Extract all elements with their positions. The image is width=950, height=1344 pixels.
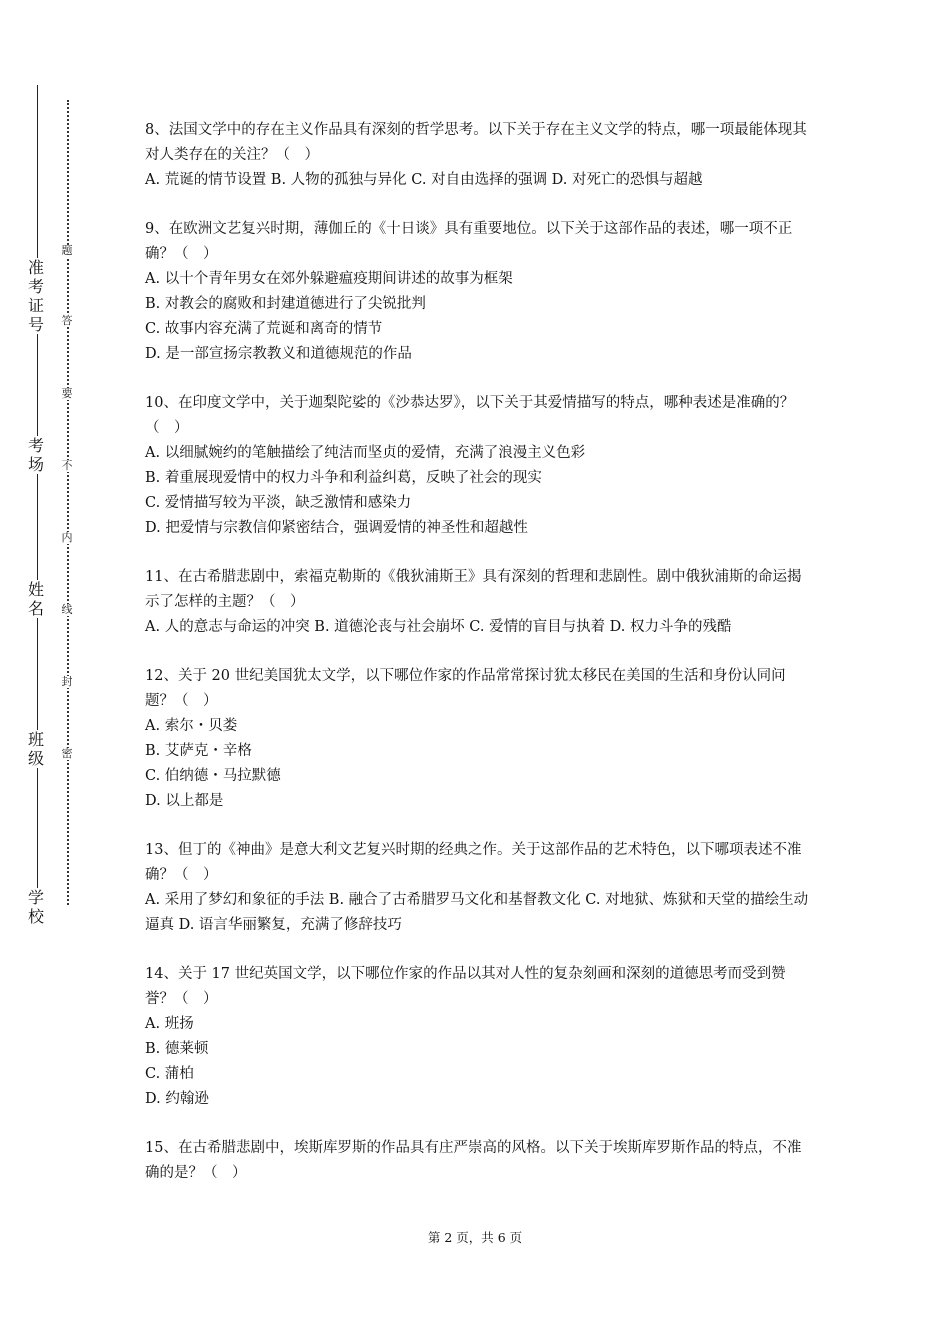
field-label-school-text: 学校: [27, 888, 44, 926]
field-label-class-text: 班级: [27, 730, 44, 768]
field-label-name: [22, 580, 50, 618]
question-options: A. 人的意志与命运的冲突 B. 道德沦丧与社会崩坏 C. 爱情的盲目与执着 D. 权力斗争的残酷: [145, 619, 732, 635]
option-c: C. 故事内容充满了荒诞和离奇的情节: [145, 321, 383, 337]
field-label-ticket-text: 准考证号: [27, 258, 44, 334]
field-label-class: [22, 730, 50, 768]
option-d: D. 约翰逊: [145, 1091, 209, 1107]
field-label-ticket: [22, 258, 50, 334]
question-11: [145, 565, 810, 640]
option-a: A. 以细腻婉约的笔触描绘了纯洁而坚贞的爱情，充满了浪漫主义色彩: [145, 445, 586, 461]
option-b: B. 着重展现爱情中的权力斗争和利益纠葛，反映了社会的现实: [145, 470, 542, 486]
option-a: A. 索尔・贝娄: [145, 718, 238, 734]
seal-char-nei: 内: [59, 532, 75, 544]
option-b: B. 德莱顿: [145, 1041, 209, 1057]
seal-char-xian: 线: [59, 604, 75, 616]
option-a: A. 班扬: [145, 1016, 194, 1032]
option-c: C. 伯纳德・马拉默德: [145, 768, 281, 784]
page-footer: [0, 1228, 950, 1248]
question-options: A. 采用了梦幻和象征的手法 B. 融合了古希腊罗马文化和基督教文化 C. 对地狱、炼狱和天堂的描绘生动逼真 D. 语言华丽繁复，充满了修辞技巧: [145, 892, 809, 933]
seal-dotted-line: [67, 100, 69, 905]
option-a: A. 以十个青年男女在郊外躲避瘟疫期间讲述的故事为框架: [145, 271, 513, 287]
binding-solid-line: [37, 85, 38, 920]
option-b: B. 对教会的腐败和封建道德进行了尖锐批判: [145, 296, 426, 312]
question-stem: 10、在印度文学中，关于迦梨陀娑的《沙恭达罗》，以下关于其爱情描写的特点，哪种表述是准确的？（ ）: [145, 395, 795, 436]
question-14: [145, 962, 810, 1112]
question-8: [145, 118, 810, 193]
seal-char-feng: 封: [59, 676, 75, 688]
question-12: [145, 664, 810, 814]
question-stem: 13、但丁的《神曲》是意大利文艺复兴时期的经典之作。关于这部作品的艺术特色，以下哪项表述不准确？（ ）: [145, 842, 802, 883]
field-label-exam-room: [22, 436, 50, 474]
seal-char-ti: 题: [59, 245, 75, 257]
field-label-name-text: 姓名: [27, 580, 44, 618]
page-number: 第 2 页，共 6 页: [427, 1230, 523, 1245]
question-9: [145, 217, 810, 367]
question-stem: 9、在欧洲文艺复兴时期，薄伽丘的《十日谈》具有重要地位。以下关于这部作品的表述，哪一项不正确？（ ）: [145, 221, 793, 262]
field-label-school: [22, 888, 50, 926]
option-d: D. 以上都是: [145, 793, 224, 809]
question-list: [145, 118, 810, 1210]
option-c: C. 蒲柏: [145, 1066, 194, 1082]
question-stem: 15、在古希腊悲剧中，埃斯库罗斯的作品具有庄严崇高的风格。以下关于埃斯库罗斯作品的特点，不准确的是？（ ）: [145, 1140, 802, 1181]
field-label-exam-room-text: 考场: [27, 436, 44, 474]
option-c: C. 爱情描写较为平淡，缺乏激情和感染力: [145, 495, 412, 511]
question-13: [145, 838, 810, 938]
question-stem: 12、关于 20 世纪美国犹太文学，以下哪位作家的作品常常探讨犹太移民在美国的生活和身份认同问题？（ ）: [145, 668, 786, 709]
question-stem: 14、关于 17 世纪英国文学，以下哪位作家的作品以其对人性的复杂刻画和深刻的道德思考而受到赞誉？（ ）: [145, 966, 786, 1007]
option-d: D. 把爱情与宗教信仰紧密结合，强调爱情的神圣性和超越性: [145, 520, 528, 536]
seal-char-mi: 密: [59, 748, 75, 760]
question-options: A. 荒诞的情节设置 B. 人物的孤独与异化 C. 对自由选择的强调 D. 对死亡的恐惧与超越: [145, 172, 703, 188]
seal-char-bu: 不: [59, 460, 75, 472]
question-stem: 8、法国文学中的存在主义作品具有深刻的哲学思考。以下关于存在主义文学的特点，哪一项最能体现其对人类存在的关注？（ ）: [145, 122, 807, 163]
option-b: B. 艾萨克・辛格: [145, 743, 252, 759]
option-d: D. 是一部宣扬宗教教义和道德规范的作品: [145, 346, 412, 362]
question-10: [145, 391, 810, 541]
seal-char-yao: 要: [59, 388, 75, 400]
question-15: [145, 1136, 810, 1186]
seal-char-da: 答: [59, 315, 75, 327]
question-stem: 11、在古希腊悲剧中，索福克勒斯的《俄狄浦斯王》具有深刻的哲理和悲剧性。剧中俄狄浦斯的命运揭示了怎样的主题？（ ）: [145, 569, 802, 610]
